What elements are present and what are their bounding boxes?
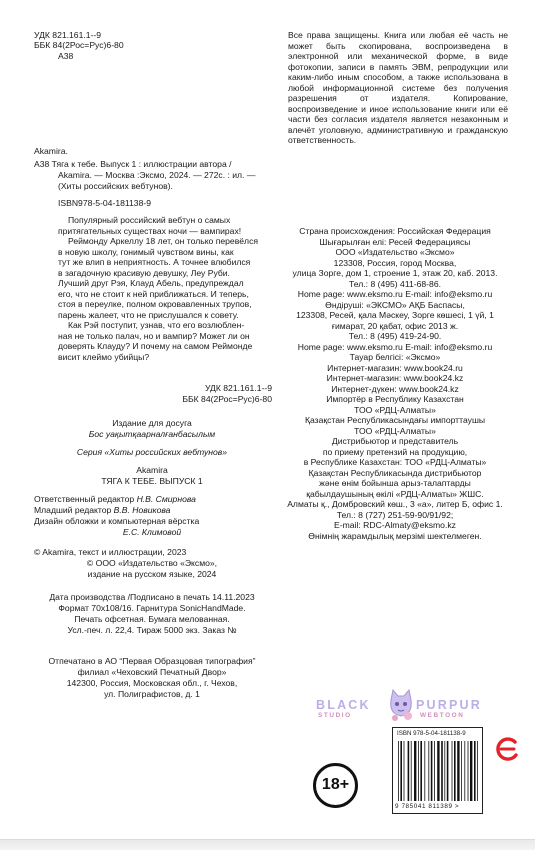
annotation-line: висит клеймо убийцы? bbox=[58, 351, 150, 362]
imprint-title: ТЯГА К ТЕБЕ. ВЫПУСК 1 bbox=[101, 476, 203, 486]
manufacturer-line: Қазақстан Республикасында дистрибьютор bbox=[308, 467, 482, 478]
manufacturer-line: ТОО «РДЦ-Алматы» bbox=[354, 404, 436, 415]
manufacturer-line: ООО «Издательство «Эксмо» bbox=[335, 247, 455, 257]
cat-mascot-icon bbox=[386, 688, 416, 724]
manufacturer-line: және өнім бойынша арыз-талаптарды bbox=[319, 478, 471, 488]
editor-label: Ответственный редактор bbox=[34, 494, 135, 504]
annotation-udk: УДК 821.161.1--9 bbox=[204, 383, 272, 393]
catalog-entry-line3: (Хиты российских вебтунов). bbox=[58, 181, 173, 191]
production-format: Формат 70x108/16. Гарнитура SonicHandMade. bbox=[58, 603, 246, 613]
manufacturer-line: Интернет-магазин: www.book24.kz bbox=[326, 373, 464, 383]
manufacturer-line: Импортёр в Республику Казахстан bbox=[326, 394, 464, 404]
author-mark: А38 bbox=[58, 51, 74, 61]
udk-code: УДК 821.161.1--9 bbox=[34, 30, 102, 40]
manufacturer-line: по приему претензий на продукцию, bbox=[322, 446, 468, 457]
production-run: Усл.-печ. л. 22,4. Тираж 5000 экз. Заказ № bbox=[67, 625, 237, 635]
catalog-entry-line2: Akamira. — Москва :Эксмо, 2024. — 272с. : ил. — bbox=[58, 170, 256, 180]
eksmo-logo-icon bbox=[494, 736, 520, 762]
designer-name: Е.С. Климовой bbox=[122, 527, 182, 537]
manufacturer-line: Шығарылған елі: Ресей Федерациясы bbox=[319, 236, 471, 247]
logo-word-purpur: PURPUR bbox=[416, 698, 482, 712]
annotation-line: в загадочную красивую девушку, Леу Руби. bbox=[58, 267, 230, 278]
manufacturer-line: Страна происхождения: Российская Федерация bbox=[299, 226, 491, 236]
manufacturer-line: Қазақстан Республикасындағы импорттаушы bbox=[304, 415, 486, 425]
black-purpur-logo bbox=[316, 688, 494, 730]
copyright-publisher: © ООО «Издательство «Эксмо», bbox=[86, 558, 218, 568]
manufacturer-line: Home page: www.eksmo.ru E-mail: info@eksmo.ru bbox=[297, 289, 493, 299]
manufacturer-line: Өнімнің жарамдылық мерзімі шектелмеген. bbox=[308, 530, 482, 541]
catalog-author: Akamira. bbox=[34, 146, 68, 156]
age-rating-text: 18+ bbox=[321, 776, 350, 793]
catalog-entry-line1: А38 Тяга к тебе. Выпуск 1 : иллюстрации автора / bbox=[34, 159, 232, 169]
production-date: Дата производства /Подписано в печать 14.11.2023 bbox=[49, 592, 255, 602]
designer-label: Дизайн обложки и компьютерная вёрстка bbox=[34, 516, 200, 526]
copyright-author: © Akamira, текст и иллюстрации, 2023 bbox=[34, 547, 187, 557]
annotation-line: Как Рэй поступит, узнав, что его возлюблен- bbox=[68, 320, 245, 330]
manufacturer-line: Home page: www.eksmo.ru E-mail: info@eksmo.ru bbox=[297, 341, 493, 352]
manufacturer-line: ТОО «РДЦ-Алматы» bbox=[354, 425, 436, 436]
imprint-author: Akamira bbox=[136, 465, 168, 475]
annotation-line: доверять Клауду? И почему на самом Реймонде bbox=[58, 341, 253, 351]
annotation-line: Реймонду Аркеллу 18 лет, он только перевёлся bbox=[68, 236, 259, 246]
logo-word-black: BLACK bbox=[316, 698, 371, 712]
annotation-line: тут же влип в неприятность. А точнее влюбился bbox=[58, 257, 251, 267]
manufacturer-line: улица Зорге, дом 1, строение 1, этаж 20, каб. 2013. bbox=[292, 268, 498, 278]
printer-line4: ул. Полиграфистов, д. 1 bbox=[104, 689, 200, 699]
manufacturer-line: 123308, Россия, город Москва, bbox=[333, 257, 457, 268]
annotation-line: парень жалеет, что не прислушался к совету. bbox=[58, 309, 239, 320]
manufacturer-line: Алматы қ., Домбровский көш., 3 «а», литер Б, офис 1. bbox=[287, 499, 503, 509]
isbn-barcode bbox=[392, 727, 483, 814]
barcode-isbn-label: ISBN 978-5-04-181138-9 bbox=[397, 730, 466, 737]
annotation-line: в новую школу, гонимый чувством вины, как bbox=[58, 246, 234, 257]
logo-sub-studio: STUDIO bbox=[318, 712, 352, 719]
junior-editor-name: В.В. Новикова bbox=[113, 505, 171, 515]
annotation-line: Лучший друг Рэя, Клауд Абель, предупреждал bbox=[58, 278, 244, 288]
annotation-line: притягательных существах ночи — вампирах! bbox=[58, 225, 242, 236]
barcode-digits: 9 785041 811389 > bbox=[395, 803, 460, 810]
manufacturer-info bbox=[280, 226, 510, 541]
manufacturer-line: Тел.: 8 (727) 251-59-90/91/92; bbox=[336, 509, 454, 520]
manufacturer-line: 123308, Ресей, қала Мәскеу, Зорге көшесі, 1 үй, 1 bbox=[296, 310, 494, 320]
age-rating-badge bbox=[313, 763, 358, 808]
manufacturer-line: Тел.: 8 (495) 411-68-86. bbox=[349, 278, 441, 289]
manufacturer-line: ғимарат, 20 қабат, офис 2013 ж. bbox=[331, 320, 459, 331]
book-annotation bbox=[58, 215, 272, 362]
annotation-line: его, что не стоит к ней приближаться. И теперь, bbox=[58, 288, 249, 299]
logo-sub-webtoon: WEBTOON bbox=[420, 712, 465, 719]
manufacturer-line: Өндіруші: «ЭКСМО» АҚБ Баспасы, bbox=[325, 299, 465, 310]
editor-name: Н.В. Смирнова bbox=[136, 494, 196, 504]
manufacturer-line: Интернет-магазин: www.book24.ru bbox=[327, 362, 463, 373]
bbk-code: ББК 84(2Рос=Рус)6-80 bbox=[34, 40, 124, 50]
page-bottom-edge bbox=[0, 839, 535, 850]
edition-type: Издание для досуга bbox=[112, 418, 192, 428]
catalog-isbn: ISBN978-5-04-181138-9 bbox=[58, 198, 151, 208]
editor-line bbox=[34, 494, 196, 505]
printer-line1: Отпечатано в АО “Первая Образцовая типография” bbox=[48, 656, 256, 666]
annotation-line: Популярный российский вебтун о самых bbox=[68, 215, 231, 225]
printer-line3: 142300, Россия, Московская обл., г. Чехов, bbox=[66, 678, 238, 688]
manufacturer-line: қабылдаушының өкілі «РДЦ-Алматы» ЖШС. bbox=[306, 488, 484, 499]
manufacturer-line: Дистрибьютор и представитель bbox=[331, 436, 459, 446]
manufacturer-line: E-mail: RDC-Almaty@eksmo.kz bbox=[334, 520, 456, 530]
annotation-line: ная не только палач, но и вампир? Может ли он bbox=[58, 330, 250, 341]
annotation-bbk: ББК 84(2Рос=Рус)6-80 bbox=[182, 394, 272, 404]
manufacturer-line: Тел.: 8 (495) 419-24-90. bbox=[348, 331, 442, 341]
junior-editor-label: Младший редактор bbox=[34, 505, 112, 515]
manufacturer-line: Интернет-дүкен: www.book24.kz bbox=[331, 383, 459, 394]
manufacturer-line: Тауар белгісі: «Эксмо» bbox=[349, 352, 441, 362]
manufacturer-line: в Республике Казахстан: ТОО «РДЦ-Алматы» bbox=[303, 457, 487, 467]
junior-editor-line bbox=[34, 505, 170, 516]
copyright-notice: Все права защищены. Книга или любая её часть не может быть скопирована, воспроизведена в электронной или механической форме, в виде фотокопии, записи в память ЭВМ, репродукции или каким-либо иным способом, а также использована в любой информационной системе без получения разрешения от издателя. Копирование, воспроизведение и иное использование книги или её части без согласия издателя является незаконным и влечёт уголовную, административную и гражданскую ответственность. bbox=[288, 30, 508, 145]
barcode-bars bbox=[397, 741, 480, 803]
series-name: Серия «Хиты российских вебтунов» bbox=[76, 447, 228, 457]
copyright-edition: издание на русском языке, 2024 bbox=[87, 569, 217, 579]
edition-type-kz: Бос уақытқаарналғанбасылым bbox=[88, 429, 216, 439]
production-print: Печать офсетная. Бумага мелованная. bbox=[74, 614, 230, 624]
annotation-line: стоя в переулке, полном окровавленных трупов, bbox=[58, 299, 252, 309]
printer-line2: филиал «Чеховский Печатный Двор» bbox=[77, 667, 227, 677]
